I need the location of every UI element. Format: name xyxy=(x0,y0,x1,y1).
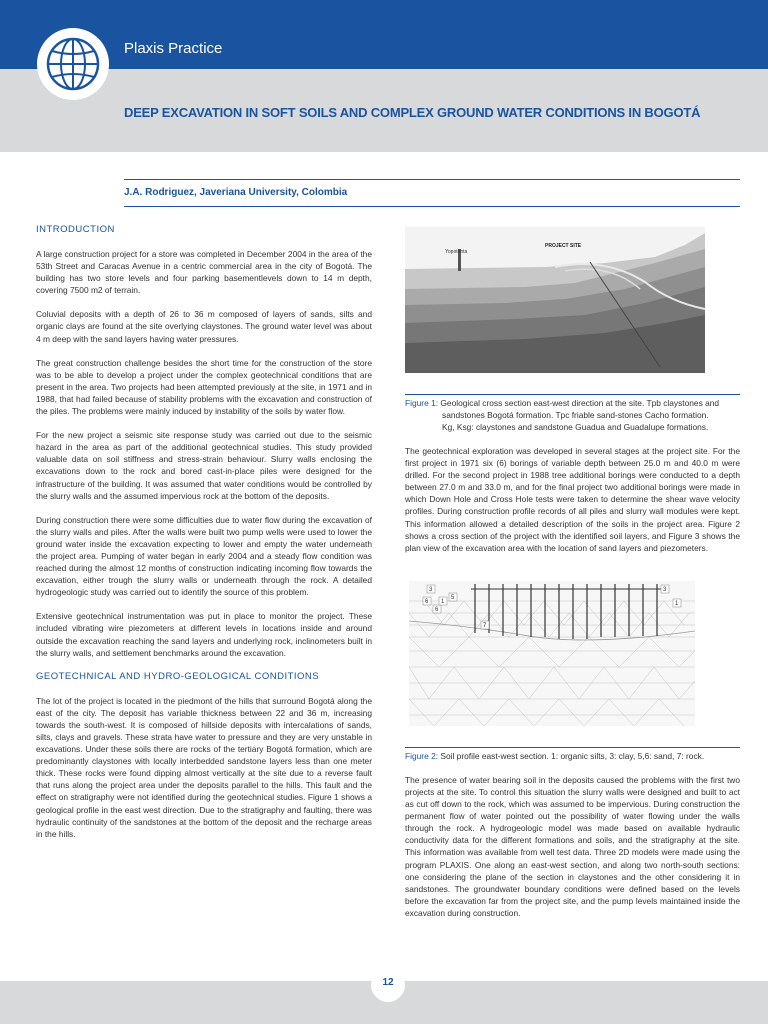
section-heading-introduction: INTRODUCTION xyxy=(36,224,115,235)
figure-1-geological-section xyxy=(405,227,705,373)
paragraph: During construction there were some difficulties due to water flow during the excavation of the slurry walls and piles. After the walls were built two pump wells were used to lower the ground water inside the excavation expecting to lower and empty the water underneath the project area. Pumping of water began in early 2004 and a steady flow condition was reached during the almost 12 months of construction indicating incoming flow towards the excavation, either trough the slurry walls or underneath through the rock. A detailed hydrogeologic study was carried out to identify the source of this problem. xyxy=(36,514,372,598)
fig2-label: 6 xyxy=(435,606,439,613)
page-number: 12 xyxy=(382,977,394,988)
section-heading-geotechnical: GEOTECHNICAL AND HYDRO-GEOLOGICAL CONDITIONS xyxy=(36,670,320,682)
fig2-label: 3 xyxy=(663,586,667,593)
figure-2-caption-label: Figure 2: xyxy=(405,750,439,761)
right-column xyxy=(405,227,740,931)
fig2-label: 3 xyxy=(429,586,433,593)
figure-1-caption-line3: Kg, Ksg: claystones and sandstone Guadua and Guadalupe formations. xyxy=(442,422,709,432)
figure-2-rule xyxy=(405,747,740,748)
paragraph: The geotechnical exploration was developed in several stages at the project site. For the first project in 1971 six (6) borings of variable depth between 25.0 m and 40.0 m were drilled. For the second project in 1988 tree additional borings were conducted to a depth between 27.0 m and 33.0 m, and for the final project two additional borings were made in which Down Hole and Cross Hole tests were taken to determine the shear wave velocity profiles. During construction profile records of all piles and slurry wall modules were kept. This information allowed a detailed description of the soils in the project area. Figure 2 shows a cross section of the project with the identified soil layers, and Figure 3 shows the plan view of the excavation area with the location of sand layers and piezometers. xyxy=(405,446,740,553)
figure-1-caption-line2: sandstones Bogotá formation. Tpc friable sand-stones Cacho formation. xyxy=(442,410,709,420)
paragraph: The lot of the project is located in the piedmont of the hills that surround Bogotá along the east of the city. The deposit has variable thickness between 22 and 36 m, increasing towards the south-west. It is composed of hillside deposits with intercalations of sands, silts, clays and gravels. These strata have water to pressure and they are very unstable in excavations. Under these soils there are rocks of the tertiary Bogotá formation, which are predominantly claystones with locally interbedded sandstone layers less than one meter thick. These rocks were found dipping almost vertically at the site due to a reverse fault that runs along the project area under the deposits parallel to the hills. This fault and the effect on stratigraphy were not identified during the geotechnical studies. Figure 1 shows a geological profile in the east west direction. Due to the stratigraphy and faulting, there was hydraulic continuity of the sandstones at the bottom of the deposit and the recharge areas in the hills. xyxy=(36,695,372,839)
fig1-label-left: Yopotenta xyxy=(445,249,468,255)
paragraph: The great construction challenge besides the short time for the construction of the store was to be able to develop a project under the complex geotechnical conditions that are present in the area. Two projects had been attempted previously at the site, in 1971 and in 1988, that had failed because of stability problems with the excavation and construction of the piles. The problems were mainly induced by instability of the soils by water flow. xyxy=(36,357,372,417)
series-title: Plaxis Practice xyxy=(124,40,223,57)
figure-1-caption xyxy=(405,397,740,433)
left-column xyxy=(36,224,372,852)
author-line: J.A. Rodriguez, Javeriana University, Colombia xyxy=(124,187,348,198)
paragraph: The presence of water bearing soil in the deposits caused the problems with the first two projects at the site. To control this situation the slurry walls were designed and built to act as cut off down to the rock, which was assumed to be impervious. During construction the permanent flow of water pointed out the possibility of water flowing under the walls through the rock. A hydrogeologic model was made based on available hydraulic conductivity data for the different formations and soils, and the stratigraphy at the site. This information was available from well test data. Three 2D models were made using the program PLAXIS. One along an east-west section, and along two north-south sections: one considering the plane of the section in claystones and the other considering it in sandstones. The groundwater boundary conditions were defined based on the levels before the excavation far from the project site, and the pump levels maintained inside the excavation during construction. xyxy=(405,774,740,918)
article-title: DEEP EXCAVATION IN SOFT SOILS AND COMPLEX GROUND WATER CONDITIONS IN BOGOTÁ xyxy=(124,105,701,120)
header-bar xyxy=(0,0,768,69)
fig2-label: 1 xyxy=(441,598,445,605)
figure-2-caption-text: Soil profile east-west section. 1: organic silts, 3: clay, 5,6: sand, 7: rock. xyxy=(440,750,705,761)
figure-1-caption-line1: Geological cross section east-west direction at the site. Tpb claystones and xyxy=(440,398,720,408)
figure-1-rule xyxy=(405,394,740,395)
fig1-label-project: PROJECT SITE xyxy=(545,243,582,249)
author-rule-bottom xyxy=(124,206,740,207)
globe-icon xyxy=(45,36,101,92)
fig2-label: 7 xyxy=(483,622,487,629)
paragraph: For the new project a seismic site response study was carried out due to the seismic hazard in the area as part of the additional geotechnical studies. This study provided valuable data on soil stiffness and stress-strain behaviour. Slurry walls enclosing the excavations down to the rock and bored cast-in-place piles were designed for the infrastructure of the building. It was assumed that water conditions would be controlled by the slurry walls and the assumed impervious rock at the bottom of the deposits. xyxy=(36,430,372,501)
fig2-label: 6 xyxy=(425,598,429,605)
figure-1-caption-label: Figure 1: xyxy=(405,398,439,408)
fig2-label: 5 xyxy=(451,594,455,601)
paragraph: A large construction project for a store was completed in December 2004 in the area of the 53th Street and Caracas Avenue in a centric commercial area in the city of Bogotá. The building has two store levels and four parking basementlevels down to 14 m depth, covering 7500 m2 of terrain. xyxy=(36,249,372,296)
paragraph: Coluvial deposits with a depth of 26 to 36 m composed of layers of sands, silts and organic clays are found at the site overlying claystones. The ground water level was about 4 m deep with the sand layers having water pressures. xyxy=(36,309,372,344)
figure-2-soil-profile xyxy=(409,581,695,726)
author-rule-top xyxy=(124,179,740,180)
fig2-label: 1 xyxy=(675,600,679,607)
paragraph: Extensive geotechnical instrumentation was put in place to monitor the project. These included vibrating wire piezometers at different levels in locations inside and around outside the excavation reaching the sand layers and underlying rock, inclinometers built in the slurry walls, and settlement benchmarks around the excavation. xyxy=(36,611,372,658)
figure-2-caption xyxy=(405,750,740,762)
